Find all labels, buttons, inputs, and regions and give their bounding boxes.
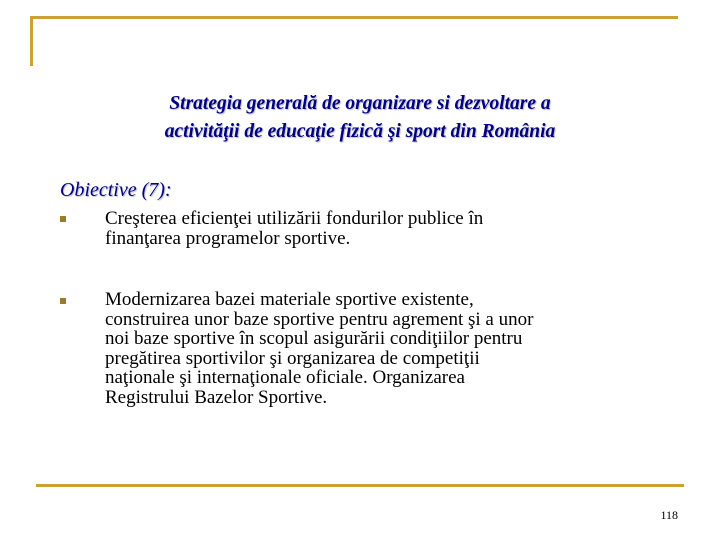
bullet-square-icon: [60, 298, 66, 304]
objective-item-2-line-6: Registrului Bazelor Sportive.: [105, 386, 328, 408]
objective-item-2-line-1: Modernizarea bazei materiale sportive existente,: [105, 289, 474, 310]
objective-item-2-line-2: construirea unor baze sportive pentru agrement şi a unor: [105, 308, 534, 330]
objective-item-2: [105, 290, 665, 407]
page-number: 118: [660, 508, 678, 522]
objective-item-1-line-1: Creşterea eficienţei utilizării fondurilor publice în: [105, 208, 484, 229]
objective-item-2-line-3: noi baze sportive în scopul asigurării condiţiilor pentru: [105, 328, 523, 349]
bullet-square-icon: [60, 216, 66, 222]
slide-title-line-2: activităţii de educaţie fizică şi sport din România: [164, 121, 556, 142]
top-border-line: [30, 16, 678, 19]
objective-item-2-line-4: pregătirea sportivilor şi organizarea de competiţii: [105, 347, 480, 369]
slide-title-line-1: Strategia generală de organizare si dezvoltare a: [169, 93, 551, 114]
objective-item-2-line-5: naţionale şi internaţionale oficiale. Organizarea: [105, 367, 465, 388]
left-border-line: [30, 16, 33, 66]
objective-item-1: [105, 209, 665, 248]
slide-title: [60, 90, 660, 146]
objectives-heading: Obiective (7):: [60, 179, 172, 201]
bottom-border-line: [36, 484, 684, 487]
objective-item-1-line-2: finanţarea programelor sportive.: [105, 227, 351, 249]
